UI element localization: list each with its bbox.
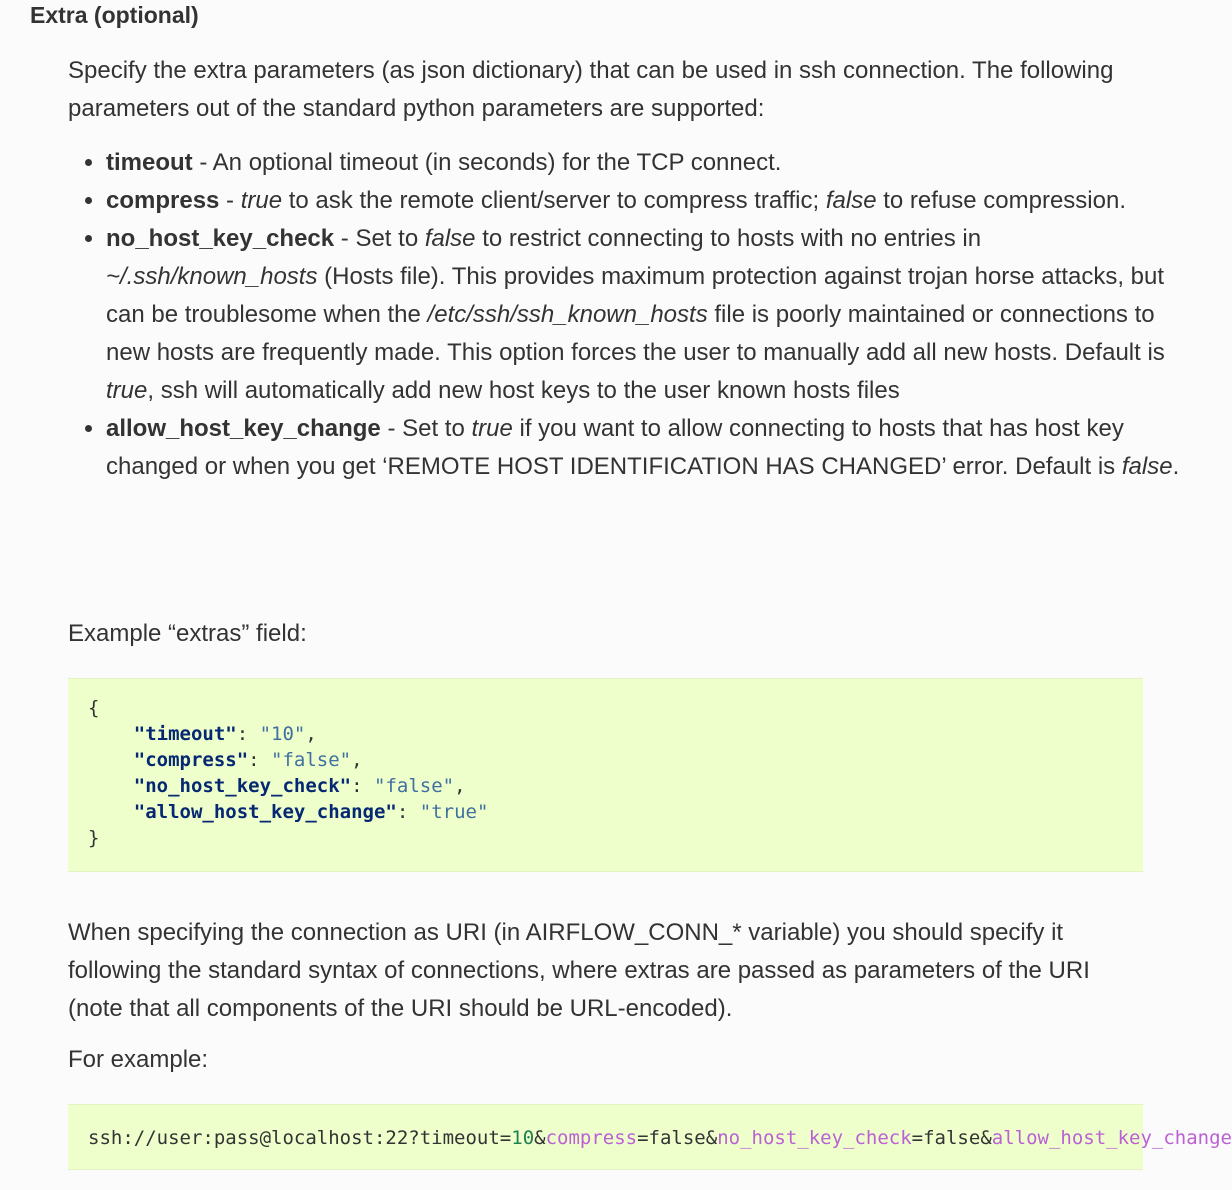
parameter-item: [106, 410, 1186, 486]
json-separator: ,: [454, 775, 466, 797]
json-value: "true": [419, 801, 489, 823]
uri-param-no-host-key-check: no_host_key_check: [717, 1127, 912, 1149]
parameter-emphasis: ~/.ssh/known_hosts: [106, 263, 318, 290]
parameter-text: - Set to: [334, 225, 425, 252]
json-separator: ,: [351, 749, 363, 771]
uri-prefix: ssh://user:pass@localhost:22?timeout=: [88, 1127, 512, 1149]
parameter-text: , ssh will automatically add new host keys to the user known hosts files: [147, 377, 900, 404]
parameter-name: allow_host_key_change: [106, 415, 381, 442]
json-value: "false": [271, 749, 352, 771]
parameter-emphasis: true: [106, 377, 148, 404]
json-separator: ,: [305, 723, 317, 745]
parameter-text: .: [1172, 453, 1180, 480]
parameter-emphasis: true: [471, 415, 513, 442]
for-example-label: For example:: [68, 1046, 209, 1073]
section-title: Extra (optional): [30, 2, 199, 28]
parameter-name: compress: [106, 187, 220, 214]
parameter-emphasis: /etc/ssh/ssh_known_hosts: [427, 301, 708, 328]
json-key: "timeout": [133, 723, 237, 745]
uri-paragraph: When specifying the connection as URI (in AIRFLOW_CONN_* variable) you should specify it following the standard syntax of connections, where extras are passed as parameters of the URI (note that all components of the URI should be URL-encoded).: [68, 919, 1090, 1022]
uri-amp: &: [705, 1127, 718, 1149]
intro-paragraph: Specify the extra parameters (as json dictionary) that can be used in ssh connection. The following parameters out of the standard python parameters are supported:: [68, 57, 1114, 122]
parameter-item: [106, 220, 1186, 410]
uri-param-compress: compress: [545, 1127, 638, 1149]
json-value: "false": [374, 775, 455, 797]
uri-param-allow-host-key-change: allow_host_key_change: [991, 1127, 1232, 1149]
json-entry: "allow_host_key_change": "true": [133, 801, 489, 823]
parameter-text: - Set to: [380, 415, 472, 442]
json-entry: "no_host_key_check": "false",: [133, 775, 466, 797]
parameter-list: [68, 144, 1186, 486]
json-key: "allow_host_key_change": [133, 801, 397, 823]
json-key: "no_host_key_check": [133, 775, 352, 797]
json-entries: [88, 723, 488, 823]
parameter-emphasis: false: [825, 187, 877, 214]
parameter-text: - An optional timeout (in seconds) for the TCP connect.: [192, 149, 782, 176]
example-label: Example “extras” field:: [68, 620, 307, 647]
json-close-brace: }: [88, 827, 100, 849]
parameter-text: to refuse compression.: [876, 187, 1126, 214]
parameter-emphasis: true: [240, 187, 283, 214]
uri-nhkc-value: =false: [911, 1127, 981, 1149]
json-key: "compress": [133, 749, 249, 771]
parameter-text: file is poorly maintained or connections to new hosts are frequently made. This option forces the user to manually add all new hosts. Default is: [106, 301, 1165, 366]
parameter-emphasis: false: [1121, 453, 1173, 480]
parameter-text: to ask the remote client/server to compress traffic;: [282, 187, 826, 214]
uri-compress-value: =false: [637, 1127, 706, 1149]
parameter-text: -: [219, 187, 241, 214]
json-code-block: [68, 678, 1143, 872]
parameter-emphasis: false: [424, 225, 476, 252]
parameter-text: if you want to allow connecting to hosts that has host key changed or when you get ‘REMOTE HOST IDENTIFICATION HAS CHANGED’ error. Default is: [106, 415, 1124, 480]
parameter-text: to restrict connecting to hosts with no entries in: [475, 225, 982, 252]
parameter-name: timeout: [106, 149, 193, 176]
uri-amp: &: [980, 1127, 992, 1149]
uri-timeout-value: 10: [511, 1127, 535, 1149]
parameter-item: [106, 182, 1186, 220]
uri-code-block: [68, 1104, 1232, 1170]
json-open-brace: {: [88, 697, 100, 719]
parameter-text: (Hosts file). This provides maximum protection against trojan horse attacks, but can be troublesome when the: [106, 263, 1165, 328]
json-entry: "timeout": "10",: [133, 723, 317, 745]
parameter-item: [106, 144, 1186, 182]
json-entry: "compress": "false",: [133, 749, 363, 771]
parameter-name: no_host_key_check: [106, 225, 335, 252]
uri-amp: &: [534, 1127, 546, 1149]
json-value: "10": [259, 723, 306, 745]
